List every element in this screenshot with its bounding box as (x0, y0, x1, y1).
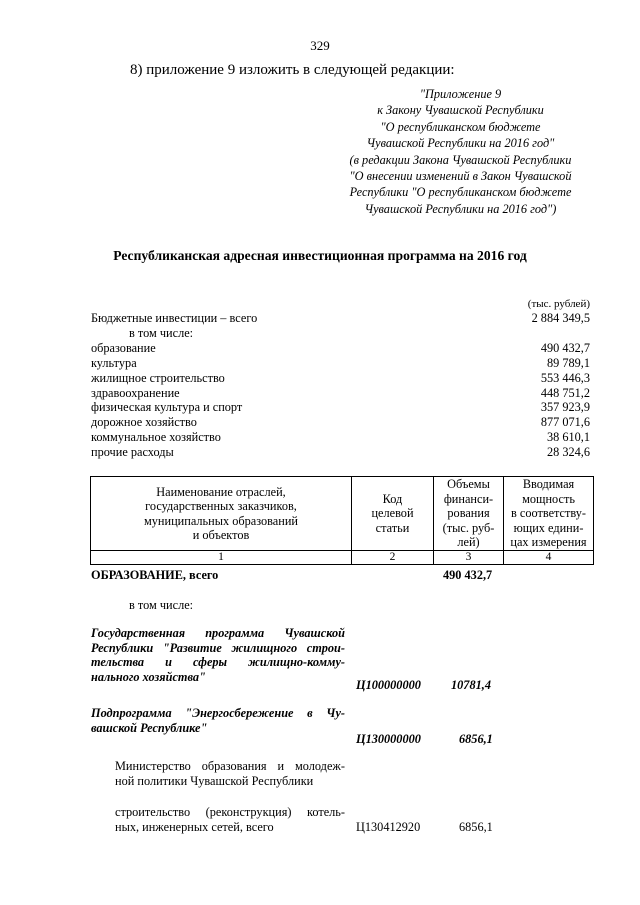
header-line: (тыс. руб- (442, 520, 495, 535)
header-line: целевой (371, 506, 414, 521)
text-line: вашской Республике" (91, 720, 208, 735)
appendix-line: "О внесении изменений в Закон Чувашской (349, 169, 572, 184)
state-program-code: Ц100000000 (356, 678, 421, 692)
summary-row (91, 356, 590, 371)
summary-label: коммунальное хозяйство (91, 430, 221, 445)
construction-code: Ц130412920 (356, 820, 421, 834)
header-line: финанси- (443, 491, 494, 506)
construction-value: 6856,1 (459, 820, 493, 834)
summary-row (91, 400, 590, 415)
including-label: в том числе: (129, 598, 194, 612)
appendix-line: "Приложение 9 (419, 87, 502, 101)
text-line: тельства и сферы жилищно-комму- (91, 655, 345, 669)
education-total-value: 490 432,7 (443, 568, 493, 582)
header-line: Вводимая (522, 477, 575, 492)
appendix-line: к Закону Чувашской Республики (377, 103, 544, 118)
summary-label: прочие расходы (91, 445, 174, 460)
amendment-instruction: 8) приложение 9 изложить в следующей редакции: (130, 62, 455, 78)
column-number: 2 (352, 551, 434, 565)
text-line: ных, инженерных сетей, всего (115, 819, 274, 834)
appendix-header (318, 86, 603, 217)
summary-value: 28 324,6 (546, 445, 590, 460)
page-number: 329 (310, 38, 330, 53)
appendix-line: Республики "О республиканском бюджете (349, 185, 572, 200)
unit-label: (тыс. рублей) (527, 298, 590, 310)
summary-row (91, 341, 590, 356)
text-line: строительство (реконструкция) котель- (115, 805, 345, 819)
header-line: Объемы (447, 477, 490, 492)
header-line: Код (382, 491, 403, 506)
header-line: лей) (457, 535, 480, 550)
summary-label: в том числе: (129, 325, 194, 340)
header-line: рования (447, 506, 490, 521)
column-number: 1 (91, 551, 352, 565)
summary-label: образование (91, 340, 156, 355)
appendix-line: Чувашской Республики на 2016 год" (366, 136, 555, 151)
text-line: Республики "Развитие жилищного строи- (91, 640, 345, 655)
summary-value: 2 884 349,5 (531, 311, 590, 325)
summary-row (91, 445, 590, 460)
summary-value: 553 446,3 (540, 370, 590, 385)
summary-value: 38 610,1 (546, 430, 590, 445)
summary-value: 448 751,2 (540, 385, 590, 400)
summary-value: 89 789,1 (546, 355, 590, 370)
text-line: Министерство образования и молодеж- (115, 759, 345, 773)
column-number: 3 (434, 551, 504, 565)
state-program-name (91, 626, 345, 684)
text-line: Подпрограмма "Энергосбережение в Чу- (91, 706, 345, 720)
header-volume-column (434, 477, 504, 551)
header-name-column (91, 477, 352, 551)
appendix-line: Чувашской Республики на 2016 год") (364, 201, 557, 216)
header-line: ющих едини- (513, 520, 584, 535)
column-number-row (91, 551, 594, 565)
investment-table-header (90, 476, 594, 565)
summary-row (91, 326, 590, 341)
summary-label: дорожное хозяйство (91, 415, 197, 430)
text-line: нального хозяйства" (91, 669, 206, 684)
subprogram-code: Ц130000000 (356, 732, 421, 746)
state-program-value: 10781,4 (451, 678, 491, 692)
summary-row (91, 371, 590, 386)
header-capacity-column (504, 477, 594, 551)
subprogram-name (91, 706, 345, 735)
header-line: государственных заказчиков, (145, 499, 297, 513)
summary-row (91, 430, 590, 445)
text-line: Государственная программа Чувашской (91, 626, 345, 640)
summary-value: 490 432,7 (540, 340, 590, 355)
investment-summary (91, 311, 590, 460)
header-line: и объектов (192, 528, 250, 542)
summary-label: жилищное строительство (91, 370, 225, 385)
header-line: муниципальных образований (144, 513, 298, 528)
table-header-row (91, 477, 594, 551)
document-title: Республиканская адресная инвестиционная программа на 2016 год (113, 248, 527, 263)
column-number: 4 (504, 551, 594, 565)
header-code-column (352, 477, 434, 551)
summary-row (91, 311, 590, 326)
header-line: в соответству- (510, 506, 587, 521)
education-total-label: ОБРАЗОВАНИЕ, всего (91, 568, 219, 582)
header-line: статьи (375, 520, 410, 535)
summary-value: 357 923,9 (540, 400, 590, 415)
header-line: Наименование отраслей, (156, 484, 286, 499)
summary-row (91, 386, 590, 401)
text-line: ной политики Чувашской Республики (115, 773, 314, 788)
summary-label: физическая культура и спорт (91, 400, 243, 415)
summary-label: культура (91, 355, 137, 370)
summary-label: здравоохранение (91, 385, 180, 400)
construction-item (115, 805, 345, 834)
appendix-line: "О республиканском бюджете (380, 119, 541, 134)
header-line: мощность (522, 491, 575, 506)
subprogram-value: 6856,1 (459, 732, 493, 746)
summary-label: Бюджетные инвестиции – всего (91, 311, 258, 325)
summary-value: 877 071,6 (540, 415, 590, 430)
ministry-name (115, 759, 345, 788)
summary-row (91, 415, 590, 430)
header-line: цах измерения (510, 535, 587, 550)
appendix-line: (в редакции Закона Чувашской Республики (349, 152, 572, 167)
